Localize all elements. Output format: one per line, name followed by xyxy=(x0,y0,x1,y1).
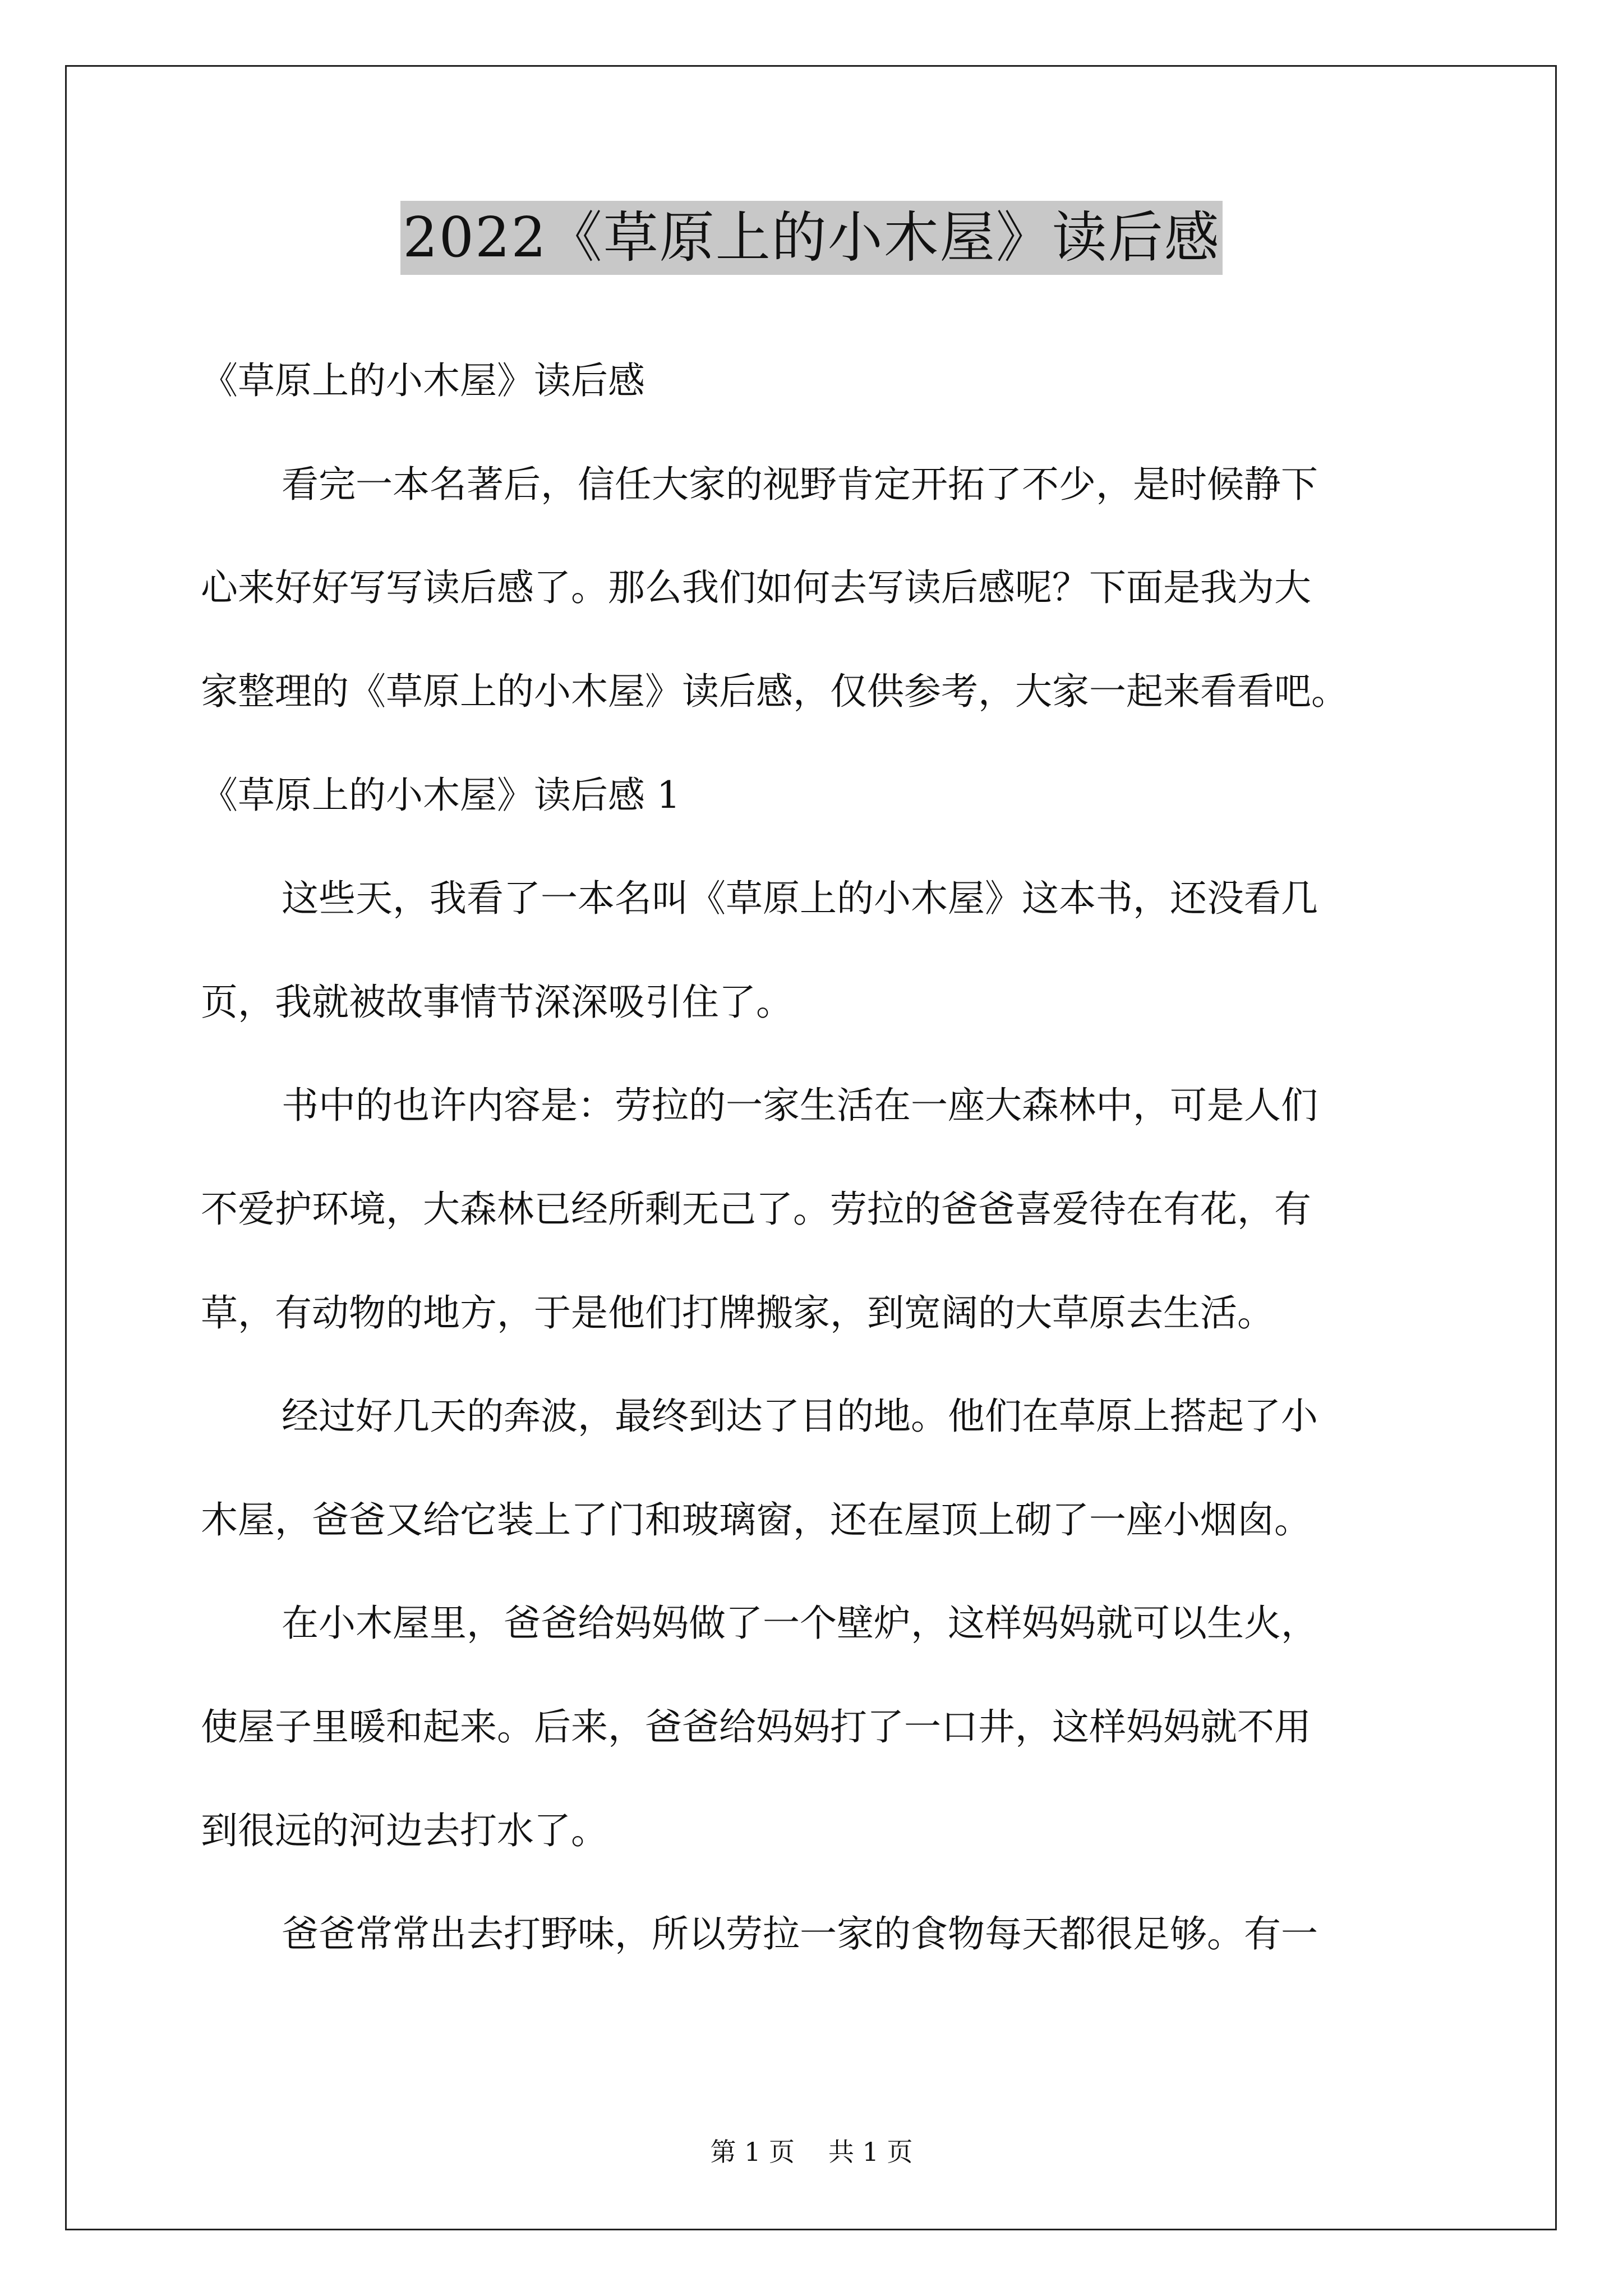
title-container xyxy=(0,201,1623,275)
paragraph-line: 不爱护环境，大森林已经所剩无己了。劳拉的爸爸喜爱待在有花，有 xyxy=(201,1188,1311,1231)
paragraph-line: 草，有动物的地方，于是他们打牌搬家，到宽阔的大草原去生活。 xyxy=(201,1291,1274,1335)
paragraph-line: 家整理的《草原上的小木屋》读后感，仅供参考，大家一起来看看吧。 xyxy=(201,670,1348,713)
paragraph-line: 页，我就被故事情节深深吸引住了。 xyxy=(201,981,793,1024)
section-heading-1: 《草原上的小木屋》读后感 1 xyxy=(201,774,680,817)
page-footer xyxy=(0,2135,1623,2169)
paragraph-line: 在小木屋里，爸爸给妈妈做了一个壁炉，这样妈妈就可以生火， xyxy=(282,1602,1318,1645)
page-total: 共 1 页 xyxy=(828,2137,913,2167)
paragraph-line: 书中的也许内容是：劳拉的一家生活在一座大森林中，可是人们 xyxy=(282,1084,1318,1127)
paragraph-line: 这些天，我看了一本名叫《草原上的小木屋》这本书，还没看几 xyxy=(282,877,1318,920)
paragraph-line: 心来好好写写读后感了。那么我们如何去写读后感呢？下面是我为大 xyxy=(201,566,1311,609)
paragraph-line: 木屋，爸爸又给它装上了门和玻璃窗，还在屋顶上砌了一座小烟囱。 xyxy=(201,1498,1311,1542)
paragraph-line: 爸爸常常出去打野味，所以劳拉一家的食物每天都很足够。有一 xyxy=(282,1912,1318,1955)
document-title: 2022《草原上的小木屋》读后感 xyxy=(400,201,1222,275)
paragraph-line: 到很远的河边去打水了。 xyxy=(201,1809,608,1852)
page-number: 第 1 页 xyxy=(710,2137,795,2167)
paragraph-line: 看完一本名著后，信任大家的视野肯定开拓了不少，是时候静下 xyxy=(282,463,1318,506)
section-heading-intro: 《草原上的小木屋》读后感 xyxy=(201,359,645,402)
paragraph-line: 经过好几天的奔波，最终到达了目的地。他们在草原上搭起了小 xyxy=(282,1395,1318,1438)
paragraph-line: 使屋子里暖和起来。后来，爸爸给妈妈打了一口井，这样妈妈就不用 xyxy=(201,1705,1311,1749)
